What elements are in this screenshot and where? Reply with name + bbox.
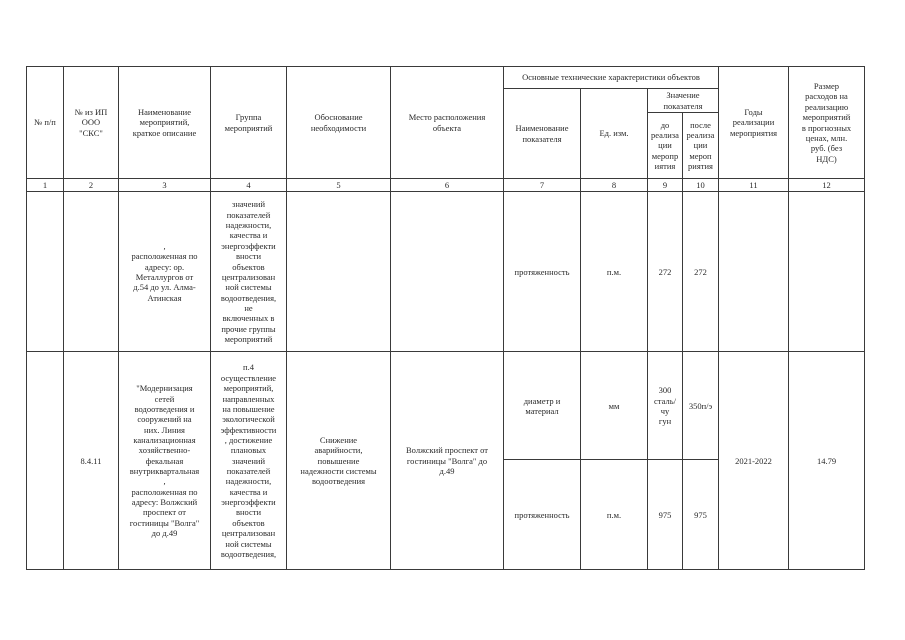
header-indicator-name: Наименование показателя (504, 89, 581, 179)
header-no: № п/п (27, 67, 64, 179)
header-location: Место расположения объекта (391, 67, 504, 179)
header-unit: Ед. изм. (581, 89, 648, 179)
cell-years (719, 192, 789, 352)
col-number: 11 (719, 179, 789, 192)
cell-no (27, 192, 64, 352)
cell-indicator: протяженность (504, 460, 581, 570)
cell-group: значений показателей надежности, качества и энергоэффекти вности объектов централизован ной системы водоотведения, не включенных в прочие группы мероприятий (211, 192, 287, 352)
cell-description: "Модернизация сетей водоотведения и сооружений на них. Линия канализационная хозяйственно- фекальная внутриквартальная , расположенная по адресу: Волжский проспект от гостиницы "Волга" до д.49 (119, 352, 211, 570)
column-numbers-row (27, 179, 865, 192)
cell-before: 300 сталь/чу гун (648, 352, 683, 460)
header-indicator-values: Значение показателя (648, 89, 719, 113)
cell-before: 975 (648, 460, 683, 570)
col-number: 6 (391, 179, 504, 192)
cell-ip-number: 8.4.11 (64, 352, 119, 570)
header-description: Наименование мероприятий, краткое описание (119, 67, 211, 179)
cell-after: 272 (683, 192, 719, 352)
cell-after: 975 (683, 460, 719, 570)
cell-location (391, 192, 504, 352)
col-number: 4 (211, 179, 287, 192)
cell-before: 272 (648, 192, 683, 352)
col-number: 10 (683, 179, 719, 192)
col-number: 8 (581, 179, 648, 192)
cell-indicator: протяженность (504, 192, 581, 352)
cell-indicator: диаметр и материал (504, 352, 581, 460)
col-number: 12 (789, 179, 865, 192)
col-number: 9 (648, 179, 683, 192)
header-value-before: до реализа ции меропр иятия (648, 113, 683, 179)
cell-unit: мм (581, 352, 648, 460)
cell-cost (789, 192, 865, 352)
cell-reason (287, 192, 391, 352)
cell-unit: п.м. (581, 192, 648, 352)
col-number: 1 (27, 179, 64, 192)
header-value-after: после реализа ции мероп риятия (683, 113, 719, 179)
header-group: Группа мероприятий (211, 67, 287, 179)
header-reason: Обоснование необходимости (287, 67, 391, 179)
col-number: 5 (287, 179, 391, 192)
table-row (27, 192, 865, 352)
col-number: 3 (119, 179, 211, 192)
cell-years: 2021-2022 (719, 352, 789, 570)
cell-reason: Снижение аварийности, повышение надежности системы водоотведения (287, 352, 391, 570)
cell-group: п.4 осуществление мероприятий, направленных на повышение экологической эффективности , достижение плановых значений показателей надежности, качества и энергоэффекти вности объектов централизован ной системы водоотведения, (211, 352, 287, 570)
header-cost: Размер расходов на реализацию мероприятий в прогнозных ценах, млн. руб. (без НДС) (789, 67, 865, 179)
table-row (27, 352, 865, 460)
measures-table (26, 66, 865, 570)
cell-no (27, 352, 64, 570)
col-number: 7 (504, 179, 581, 192)
col-number: 2 (64, 179, 119, 192)
cell-unit: п.м. (581, 460, 648, 570)
cell-ip-number (64, 192, 119, 352)
header-years: Годы реализации мероприятия (719, 67, 789, 179)
cell-after: 350п/э (683, 352, 719, 460)
cell-description: , расположенная по адресу: ор. Металлургов от д.54 до ул. Алма- Атинская (119, 192, 211, 352)
cell-location: Волжский проспект от гостиницы "Волга" до д.49 (391, 352, 504, 570)
header-tech-characteristics: Основные технические характеристики объектов (504, 67, 719, 89)
header-ip-number: № из ИП ООО "СКС" (64, 67, 119, 179)
cell-cost: 14.79 (789, 352, 865, 570)
